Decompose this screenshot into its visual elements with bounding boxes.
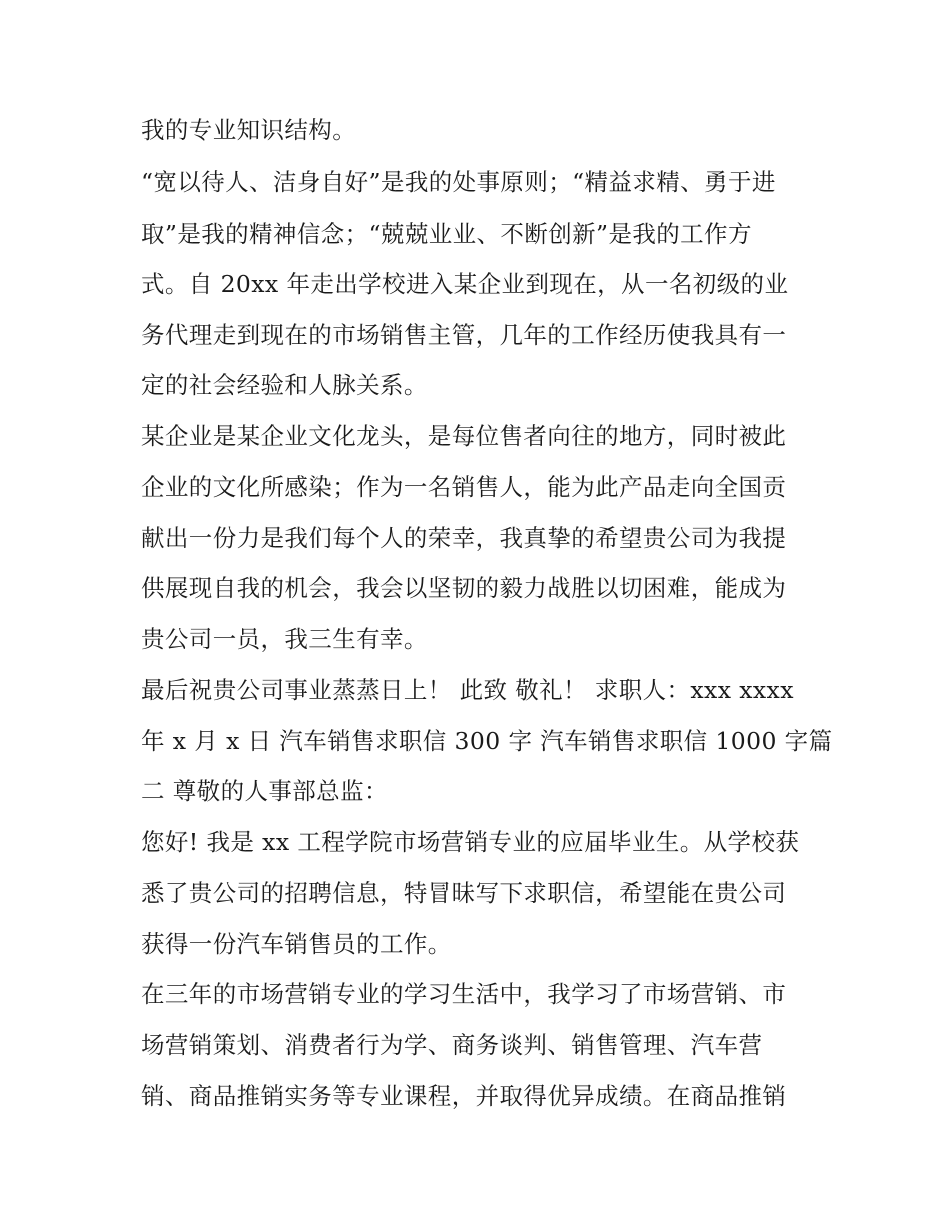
text-line: 供展现自我的机会，我会以坚韧的毅力战胜以切困难，能成为: [141, 574, 787, 602]
text-line: 某企业是某企业文化龙头，是每位售者向往的地方，同时被此: [141, 422, 787, 450]
text-line: 定的社会经验和人脉关系。: [141, 371, 428, 399]
text-line: 贵公司一员，我三生有幸。: [141, 625, 428, 653]
text-line: 式。自 20xx 年走出学校进入某企业到现在，从一名初级的业: [141, 270, 789, 298]
text-line: 在三年的市场营销专业的学习生活中，我学习了市场营销、市: [141, 980, 787, 1008]
text-line: 献出一份力是我们每个人的荣幸，我真挚的希望贵公司为我提: [141, 524, 787, 552]
text-line: 获得一份汽车销售员的工作。: [141, 930, 452, 958]
text-line: 二 尊敬的人事部总监：: [141, 777, 388, 805]
text-line: 年 x 月 x 日 汽车销售求职信 300 字 汽车销售求职信 1000 字篇: [141, 727, 833, 755]
text-line: 最后祝贵公司事业蒸蒸日上！ 此致 敬礼！ 求职人：xxx xxxx: [141, 676, 794, 704]
text-line: 务代理走到现在的市场销售主管，几年的工作经历使我具有一: [141, 321, 787, 349]
text-line: 场营销策划、消费者行为学、商务谈判、销售管理、汽车营: [141, 1031, 763, 1059]
text-line: 我的专业知识结构。: [141, 116, 357, 144]
text-line: 悉了贵公司的招聘信息，特冒昧写下求职信，希望能在贵公司: [141, 879, 787, 907]
text-line: 企业的文化所感染；作为一名销售人，能为此产品走向全国贡: [141, 473, 787, 501]
text-line: 取”是我的精神信念；“兢兢业业、不断创新”是我的工作方: [141, 220, 752, 248]
text-line: 您好! 我是 xx 工程学院市场营销专业的应届毕业生。从学校获: [141, 828, 800, 856]
text-line: 销、商品推销实务等专业课程，并取得优异成绩。在商品推销: [141, 1082, 787, 1110]
text-line: “宽以待人、洁身自好”是我的处事原则；“精益求精、勇于进: [141, 168, 776, 196]
